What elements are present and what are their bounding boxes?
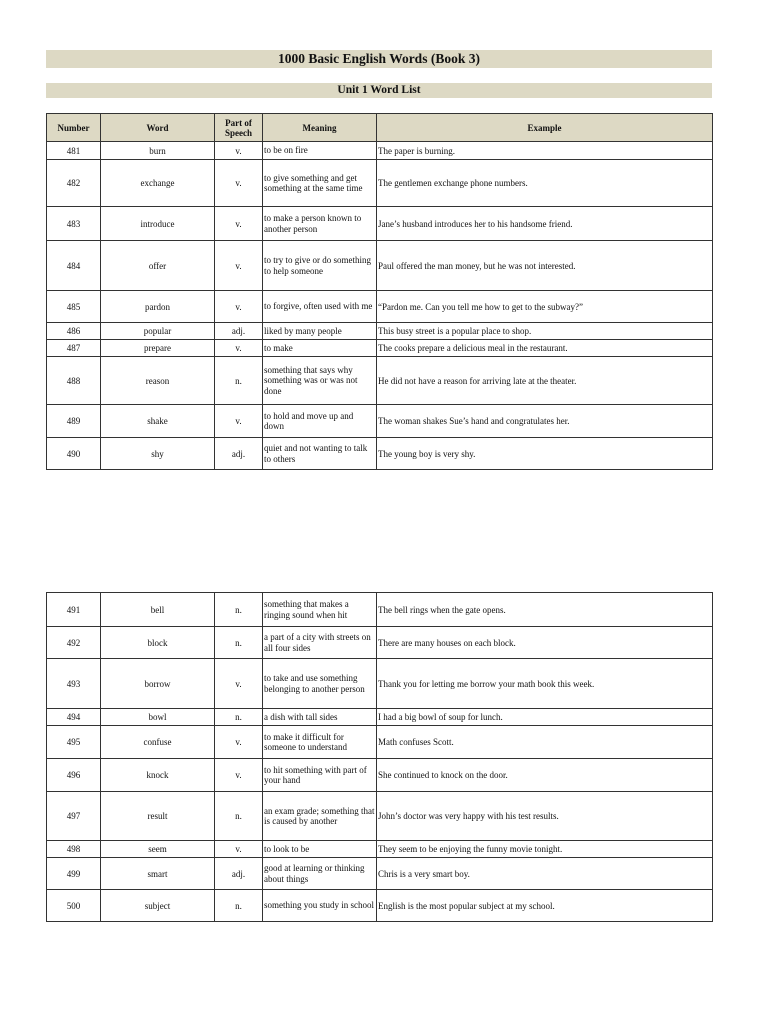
cell-part-of-speech: adj. bbox=[215, 858, 263, 890]
cell-part-of-speech: v. bbox=[215, 659, 263, 709]
cell-example: The young boy is very shy. bbox=[377, 438, 713, 470]
cell-number: 492 bbox=[47, 627, 101, 659]
cell-part-of-speech: adj. bbox=[215, 323, 263, 340]
cell-meaning: to look to be bbox=[263, 841, 377, 858]
unit-title: Unit 1 Word List bbox=[46, 83, 712, 98]
cell-example: Chris is a very smart boy. bbox=[377, 858, 713, 890]
cell-word: seem bbox=[101, 841, 215, 858]
cell-word: block bbox=[101, 627, 215, 659]
header-part-of-speech: Part of Speech bbox=[215, 114, 263, 142]
cell-part-of-speech: n. bbox=[215, 357, 263, 405]
cell-word: shake bbox=[101, 405, 215, 438]
cell-meaning: to try to give or do something to help someone bbox=[263, 241, 377, 291]
cell-example: “Pardon me. Can you tell me how to get to the subway?” bbox=[377, 291, 713, 323]
cell-meaning: to make it difficult for someone to understand bbox=[263, 726, 377, 759]
table-1-body bbox=[47, 142, 713, 470]
cell-meaning: something you study in school bbox=[263, 890, 377, 922]
table-row bbox=[47, 726, 713, 759]
cell-word: borrow bbox=[101, 659, 215, 709]
header-number: Number bbox=[47, 114, 101, 142]
cell-word: pardon bbox=[101, 291, 215, 323]
cell-number: 496 bbox=[47, 759, 101, 792]
cell-meaning: something that makes a ringing sound when hit bbox=[263, 593, 377, 627]
cell-meaning: to give something and get something at the same time bbox=[263, 160, 377, 207]
cell-number: 491 bbox=[47, 593, 101, 627]
table-row bbox=[47, 759, 713, 792]
cell-number: 498 bbox=[47, 841, 101, 858]
cell-word: bell bbox=[101, 593, 215, 627]
cell-word: introduce bbox=[101, 207, 215, 241]
cell-word: reason bbox=[101, 357, 215, 405]
header-example: Example bbox=[377, 114, 713, 142]
cell-example: Math confuses Scott. bbox=[377, 726, 713, 759]
cell-number: 483 bbox=[47, 207, 101, 241]
cell-meaning: to hit something with part of your hand bbox=[263, 759, 377, 792]
cell-part-of-speech: v. bbox=[215, 841, 263, 858]
cell-number: 490 bbox=[47, 438, 101, 470]
cell-part-of-speech: v. bbox=[215, 405, 263, 438]
table-row bbox=[47, 241, 713, 291]
table-row bbox=[47, 593, 713, 627]
cell-number: 495 bbox=[47, 726, 101, 759]
cell-number: 484 bbox=[47, 241, 101, 291]
cell-part-of-speech: n. bbox=[215, 627, 263, 659]
cell-example: John’s doctor was very happy with his test results. bbox=[377, 792, 713, 841]
cell-example: Paul offered the man money, but he was not interested. bbox=[377, 241, 713, 291]
table-row bbox=[47, 659, 713, 709]
cell-number: 486 bbox=[47, 323, 101, 340]
cell-word: exchange bbox=[101, 160, 215, 207]
cell-meaning: to make bbox=[263, 340, 377, 357]
cell-number: 497 bbox=[47, 792, 101, 841]
cell-word: bowl bbox=[101, 709, 215, 726]
cell-number: 489 bbox=[47, 405, 101, 438]
cell-part-of-speech: v. bbox=[215, 726, 263, 759]
cell-example: This busy street is a popular place to shop. bbox=[377, 323, 713, 340]
cell-part-of-speech: v. bbox=[215, 291, 263, 323]
table-row bbox=[47, 438, 713, 470]
table-row bbox=[47, 291, 713, 323]
cell-meaning: to forgive, often used with me bbox=[263, 291, 377, 323]
cell-part-of-speech: v. bbox=[215, 160, 263, 207]
cell-number: 500 bbox=[47, 890, 101, 922]
cell-meaning: good at learning or thinking about things bbox=[263, 858, 377, 890]
cell-example: The paper is burning. bbox=[377, 142, 713, 160]
cell-part-of-speech: n. bbox=[215, 709, 263, 726]
cell-meaning: to make a person known to another person bbox=[263, 207, 377, 241]
cell-example: They seem to be enjoying the funny movie tonight. bbox=[377, 841, 713, 858]
table-row bbox=[47, 709, 713, 726]
cell-part-of-speech: v. bbox=[215, 340, 263, 357]
cell-word: burn bbox=[101, 142, 215, 160]
table-row bbox=[47, 841, 713, 858]
cell-word: offer bbox=[101, 241, 215, 291]
cell-part-of-speech: v. bbox=[215, 142, 263, 160]
table-row bbox=[47, 207, 713, 241]
cell-part-of-speech: adj. bbox=[215, 438, 263, 470]
table-header-row bbox=[47, 114, 713, 142]
cell-part-of-speech: v. bbox=[215, 207, 263, 241]
cell-part-of-speech: v. bbox=[215, 241, 263, 291]
cell-word: prepare bbox=[101, 340, 215, 357]
cell-example: The cooks prepare a delicious meal in the restaurant. bbox=[377, 340, 713, 357]
cell-example: The gentlemen exchange phone numbers. bbox=[377, 160, 713, 207]
cell-number: 481 bbox=[47, 142, 101, 160]
table-row bbox=[47, 627, 713, 659]
cell-meaning: a part of a city with streets on all four sides bbox=[263, 627, 377, 659]
cell-example: Thank you for letting me borrow your math book this week. bbox=[377, 659, 713, 709]
word-list-table-1 bbox=[46, 113, 713, 470]
cell-number: 487 bbox=[47, 340, 101, 357]
cell-word: popular bbox=[101, 323, 215, 340]
cell-number: 482 bbox=[47, 160, 101, 207]
cell-part-of-speech: n. bbox=[215, 890, 263, 922]
header-word: Word bbox=[101, 114, 215, 142]
table-row bbox=[47, 792, 713, 841]
document-title: 1000 Basic English Words (Book 3) bbox=[46, 50, 712, 68]
cell-part-of-speech: v. bbox=[215, 759, 263, 792]
cell-word: shy bbox=[101, 438, 215, 470]
header-meaning: Meaning bbox=[263, 114, 377, 142]
cell-word: result bbox=[101, 792, 215, 841]
cell-example: She continued to knock on the door. bbox=[377, 759, 713, 792]
cell-example: Jane’s husband introduces her to his handsome friend. bbox=[377, 207, 713, 241]
table-row bbox=[47, 340, 713, 357]
table-row bbox=[47, 323, 713, 340]
cell-example: I had a big bowl of soup for lunch. bbox=[377, 709, 713, 726]
table-row bbox=[47, 160, 713, 207]
cell-meaning: to hold and move up and down bbox=[263, 405, 377, 438]
cell-meaning: quiet and not wanting to talk to others bbox=[263, 438, 377, 470]
table-row bbox=[47, 890, 713, 922]
cell-word: smart bbox=[101, 858, 215, 890]
cell-meaning: a dish with tall sides bbox=[263, 709, 377, 726]
table-row bbox=[47, 858, 713, 890]
cell-word: subject bbox=[101, 890, 215, 922]
cell-example: There are many houses on each block. bbox=[377, 627, 713, 659]
cell-example: English is the most popular subject at my school. bbox=[377, 890, 713, 922]
table-row bbox=[47, 142, 713, 160]
cell-meaning: to take and use something belonging to another person bbox=[263, 659, 377, 709]
cell-number: 499 bbox=[47, 858, 101, 890]
cell-part-of-speech: n. bbox=[215, 792, 263, 841]
cell-example: He did not have a reason for arriving late at the theater. bbox=[377, 357, 713, 405]
cell-example: The bell rings when the gate opens. bbox=[377, 593, 713, 627]
cell-word: confuse bbox=[101, 726, 215, 759]
table-row bbox=[47, 405, 713, 438]
cell-meaning: liked by many people bbox=[263, 323, 377, 340]
cell-meaning: an exam grade; something that is caused by another bbox=[263, 792, 377, 841]
cell-number: 494 bbox=[47, 709, 101, 726]
cell-number: 488 bbox=[47, 357, 101, 405]
cell-example: The woman shakes Sue’s hand and congratulates her. bbox=[377, 405, 713, 438]
cell-number: 485 bbox=[47, 291, 101, 323]
cell-meaning: something that says why something was or was not done bbox=[263, 357, 377, 405]
cell-word: knock bbox=[101, 759, 215, 792]
table-row bbox=[47, 357, 713, 405]
cell-number: 493 bbox=[47, 659, 101, 709]
cell-meaning: to be on fire bbox=[263, 142, 377, 160]
table-2-body bbox=[47, 593, 713, 922]
cell-part-of-speech: n. bbox=[215, 593, 263, 627]
word-list-table-2 bbox=[46, 592, 713, 922]
